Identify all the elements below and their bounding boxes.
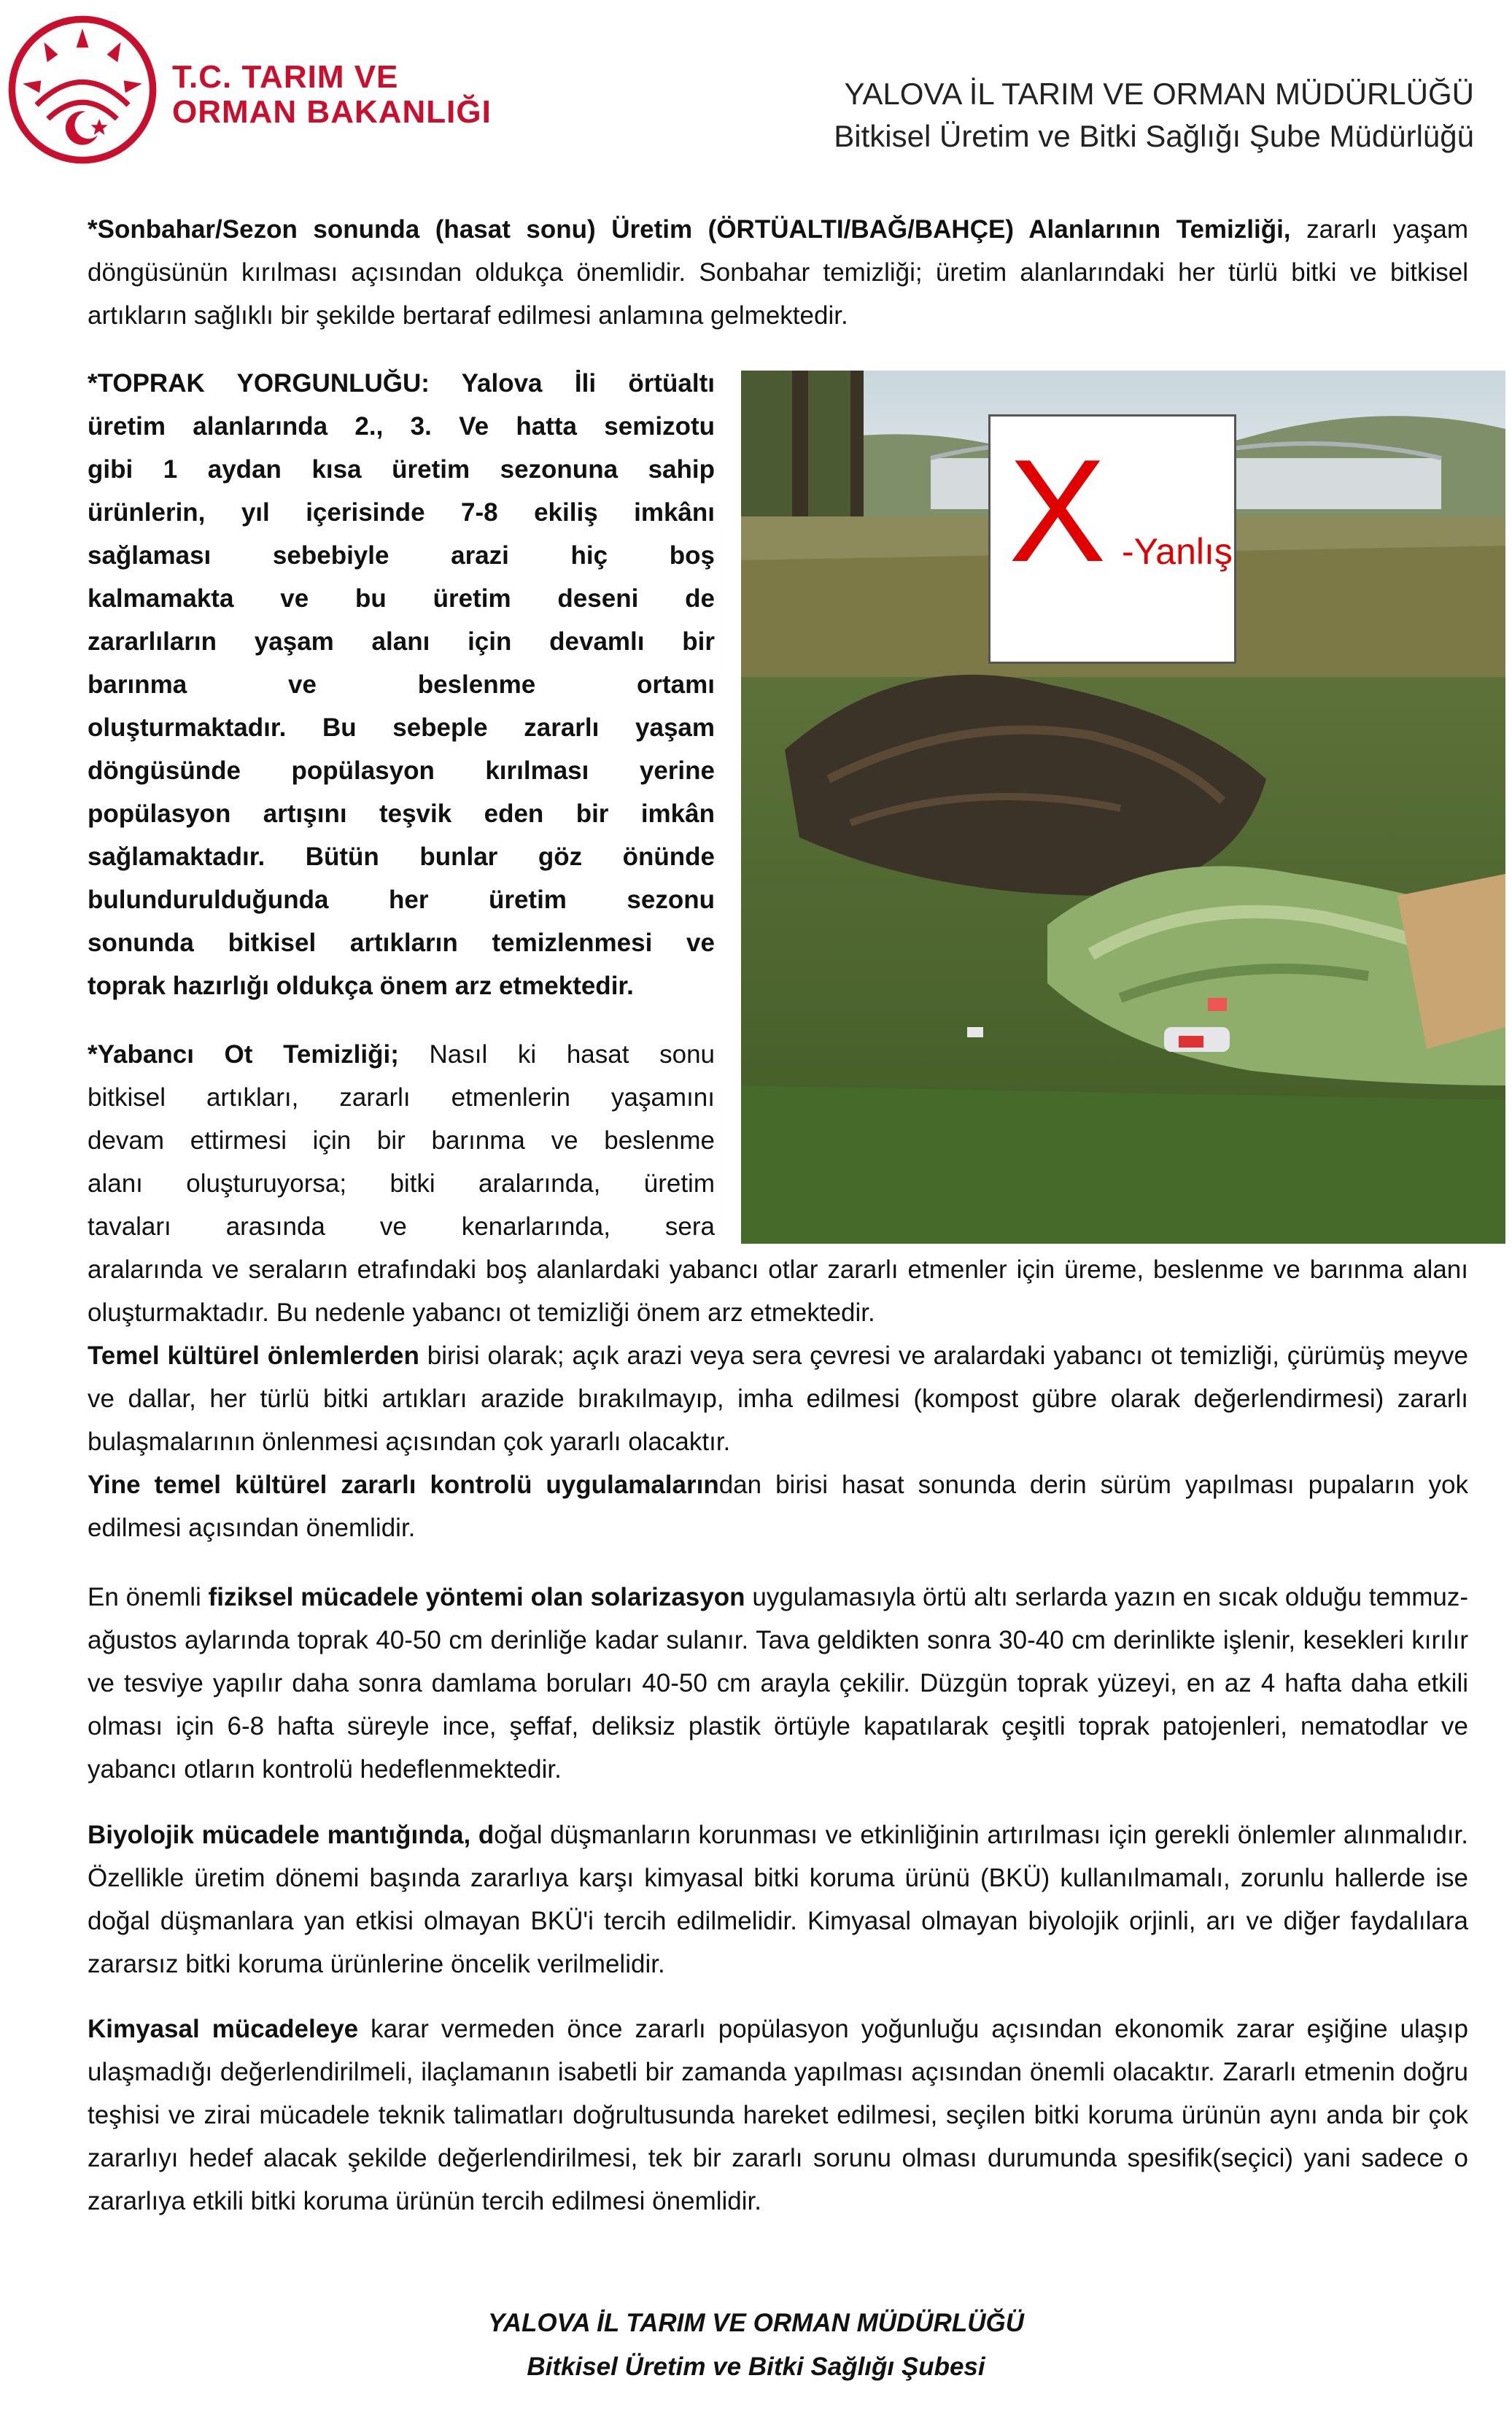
soil-fatigue-line: kalmamakta ve bu üretim deseni de: [88, 584, 715, 613]
weed-cleaning-line: Nasıl ki hasat sonu: [398, 1040, 715, 1069]
weed-cleaning-line: devam ettirmesi için bir barınma ve beslenme: [88, 1126, 715, 1155]
chemical-control-paragraph: [88, 2007, 1468, 2223]
weed-cleaning-continued: [88, 1248, 1468, 1334]
deep-tillage-text: dan birisi hasat sonunda derin sürüm yapılması pupaların yok edilmesi açısından önemlidir.: [88, 1471, 1468, 1542]
soil-fatigue-line: gibi 1 aydan kısa üretim sezonuna sahip: [88, 455, 715, 484]
weed-cleaning-line: alanı oluşturuyorsa; bitki aralarında, üretim: [88, 1169, 715, 1198]
page-footer: [0, 2301, 1512, 2389]
chemical-control-space: [200, 2015, 212, 2043]
soil-fatigue-line: sağlaması sebebiyle arazi hiç boş: [88, 541, 715, 570]
soil-fatigue-line: popülasyon artışını teşvik eden bir imkân: [88, 799, 715, 828]
solarization-heading: fiziksel mücadele yöntemi olan solarizasyon: [208, 1583, 745, 1611]
soil-fatigue-line: oluşturmaktadır. Bu sebeple zararlı yaşam: [88, 713, 715, 742]
soil-fatigue-line: toprak hazırlığı oldukça önem arz etmektedir.: [88, 972, 634, 1000]
solarization-prefix: En önemli: [88, 1583, 209, 1611]
weed-cleaning-paragraph: [88, 1033, 715, 1248]
soil-fatigue-line: bulundurulduğunda her üretim sezonu: [88, 886, 715, 914]
chemical-control-heading-2: mücadeleye: [212, 2015, 359, 2043]
chemical-control-heading-1: Kimyasal: [88, 2015, 200, 2043]
cultural-measures-text: birisi olarak; açık arazi veya sera çevresi ve aralardaki yabancı ot temizliği, çürümüş meyve ve dallar, her türlü bitki artıkları arazide bırakılmayıp, imha edilmesi (kompost gübre olarak değerlendirmesi) zararlı bulaşmalarının önlenmesi açısından çok yararlı olacaktır.: [88, 1341, 1468, 1456]
header-org-line2: Bitkisel Üretim ve Bitki Sağlığı Şube Müdürlüğü: [834, 119, 1474, 153]
biological-control-text: oğal düşmanların korunması ve etkinliğinin artırılması için gerekli önlemler alınmalıdır. Özellikle üretim dönemi başında zararlıya karşı kimyasal bitki koruma ürünü (BKÜ) kullanılmamalı, zorunlu hallerde ise doğal düşmanlara yan etkisi olmayan BKÜ'i tercih edilmelidir. Kimyasal olmayan biyolojik orjinli, arı ve diğer faydalılara zararsız bitki koruma ürünlerine öncelik verilmelidir.: [88, 1821, 1469, 1978]
soil-fatigue-line: zararlıların yaşam alanı için devamlı bir: [88, 627, 715, 656]
wrong-x-mark: X: [1009, 430, 1106, 592]
ministry-emblem-logo: [6, 13, 159, 166]
autumn-cleaning-paragraph: [88, 208, 1468, 337]
soil-fatigue-line: sağlamaktadır. Bütün bunlar göz önünde: [88, 843, 715, 871]
header-org: [834, 73, 1474, 158]
biological-control-heading: Biyolojik mücadele mantığında, d: [88, 1821, 495, 1849]
wrong-mark-box: [988, 414, 1236, 664]
soil-fatigue-line: barınma ve beslenme ortamı: [88, 670, 715, 699]
weed-cleaning-continued-text: aralarında ve seraların etrafındaki boş alanlardaki yabancı otlar zararlı etmenler için üreme, beslenme ve barınma alanı oluşturmaktadır. Bu nedenle yabancı ot temizliği önem arz etmektedir.: [88, 1255, 1468, 1327]
soil-fatigue-line: *TOPRAK YORGUNLUĞU: Yalova İli örtüaltı: [88, 369, 715, 398]
autumn-cleaning-text: zararlı yaşam döngüsünün kırılması açısından oldukça önemlidir. Sonbahar temizliği; üretim alanlarındaki her türlü bitki ve bitkisel artıkların sağlıklı bir şekilde bertaraf edilmesi anlamına gelmektedir.: [88, 215, 1468, 330]
biological-control-paragraph: [88, 1813, 1468, 1986]
footer-line1: YALOVA İL TARIM VE ORMAN MÜDÜRLÜĞÜ: [488, 2309, 1024, 2337]
ministry-name-line1: T.C. TARIM VE: [172, 59, 399, 95]
cultural-measures-paragraph: [88, 1334, 1468, 1463]
solarization-text: uygulamasıyla örtü altı serlarda yazın en sıcak olduğu temmuz-ağustos aylarında toprak 40-50 cm derinliğe kadar sulanır. Tava geldikten sonra 30-40 cm derinlikte işlenir, kesekleri kırılır ve tesviye yapılır daha sonra damlama boruları 40-50 cm arayla çekilir. Düzgün toprak yüzeyi, en az 4 hafta daha etkili olması için 6-8 hafta süreyle ince, şeffaf, deliksiz plastik örtüyle kapatılarak çeşitli toprak patojenleri, nematodlar ve yabancı otların kontrolü hedeflenmektedir.: [88, 1583, 1468, 1784]
soil-fatigue-line: sonunda bitkisel artıkların temizlenmesi ve: [88, 929, 715, 957]
deep-tillage-paragraph: [88, 1463, 1468, 1549]
solarization-paragraph: [88, 1576, 1468, 1791]
deep-tillage-heading: Yine temel kültürel zararlı kontrolü uygulamaların: [88, 1471, 719, 1499]
wrong-label: -Yanlış: [1122, 531, 1233, 572]
weed-cleaning-heading: *Yabancı Ot Temizliği;: [88, 1040, 399, 1069]
autumn-cleaning-heading: *Sonbahar/Sezon sonunda (hasat sonu) Üretim (ÖRTÜALTI/BAĞ/BAHÇE) Alanlarının Temizliği,: [88, 215, 1291, 244]
soil-fatigue-line: üretim alanlarında 2., 3. Ve hatta semizotu: [88, 412, 715, 441]
footer-line2: Bitkisel Üretim ve Bitki Sağlığı Şubesi: [527, 2353, 985, 2381]
soil-fatigue-line: döngüsünde popülasyon kırılması yerine: [88, 756, 715, 785]
ministry-name: [172, 60, 492, 130]
header-org-line1: YALOVA İL TARIM VE ORMAN MÜDÜRLÜĞÜ: [844, 77, 1474, 111]
ministry-name-line2: ORMAN BAKANLIĞI: [172, 94, 492, 130]
weed-cleaning-line: bitkisel artıkları, zararlı etmenlerin yaşamını: [88, 1083, 715, 1112]
weed-cleaning-line: tavaları arasında ve kenarlarında, sera: [88, 1212, 715, 1241]
chemical-control-text: karar vermeden önce zararlı popülasyon yoğunluğu açısından ekonomik zarar eşiğine ulaşıp ulaşmadığı değerlendirilmeli, ilaçlamanın isabetli bir zamanda yapılması açısından önemli olacaktır. Zararlı etmenin doğru teşhisi ve zirai mücadele teknik talimatları doğrultusunda hareket edilmesi, seçilen bitki koruma ürünün aynı anda bir çok zararlıyı hedef alacak şekilde değerlendirilmesi, tek bir zararlı sorunu olması durumunda spesifik(seçici) yani sadece o zararlıya etkili bitki koruma ürünün tercih edilmesi önemlidir.: [88, 2015, 1468, 2215]
soil-fatigue-line: ürünlerin, yıl içerisinde 7-8 ekiliş imkânı: [88, 498, 715, 527]
cultural-measures-heading: Temel kültürel önlemlerden: [88, 1341, 419, 1370]
soil-fatigue-paragraph: [88, 362, 715, 1007]
